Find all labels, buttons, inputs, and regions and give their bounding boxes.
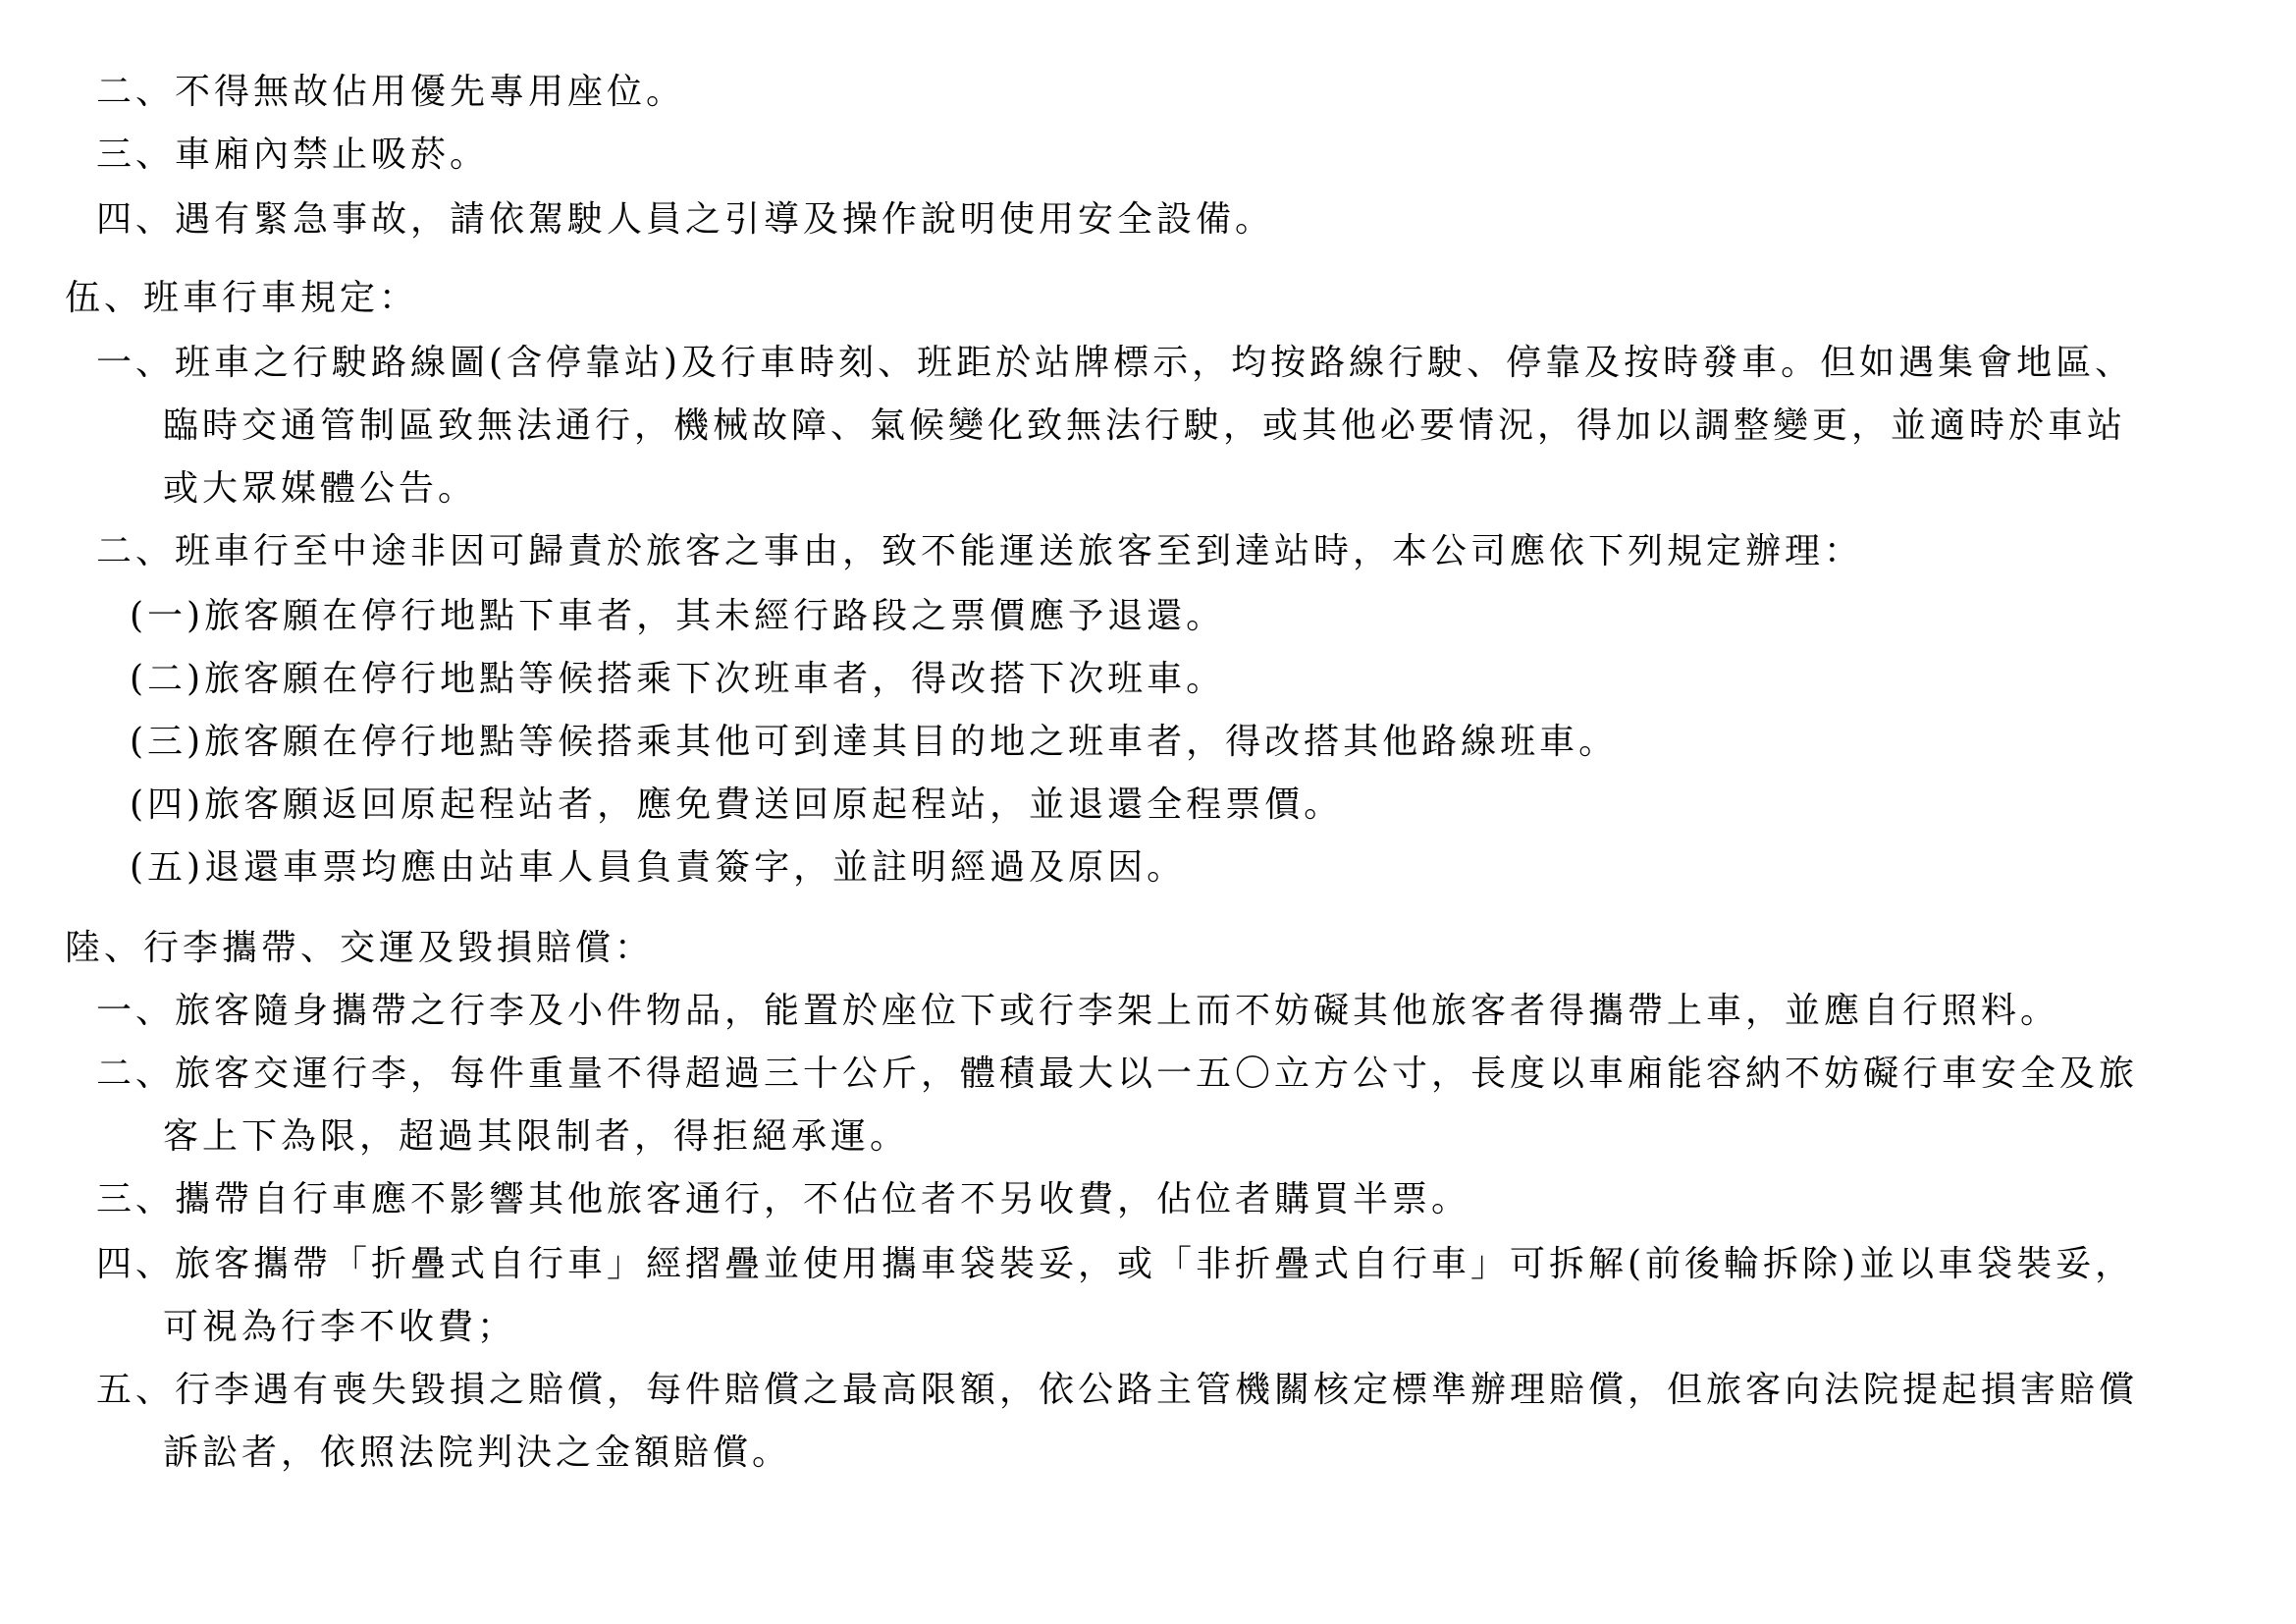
sub-item-1: (一)旅客願在停行地點下車者，其未經行路段之票價應予退還。 [130,596,1226,636]
section-lu-item-4-line-2: 可視為行李不收費； [163,1307,517,1347]
section-lu-item-4-line-1: 四、旅客攜帶「折疊式自行車」經摺疊並使用攜車袋裝妥，或「非折疊式自行車」可拆解(前後輪拆除)並以車袋裝妥， [96,1244,2135,1284]
sub-item-2: (二)旅客願在停行地點等候搭乘下次班車者，得改搭下次班車。 [130,659,1226,699]
sub-item-5: (五)退還車票均應由站車人員負責簽字，並註明經過及原因。 [130,847,1187,888]
sub-item-4: (四)旅客願返回原起程站者，應免費送回原起程站，並退還全程票價。 [130,785,1344,825]
section-wu-item-1-line-1: 一、班車之行駛路線圖(含停靠站)及行車時刻、班距於站牌標示，均按路線行駛、停靠及按時發車。但如遇集會地區、 [96,343,2135,383]
section-lu-item-1: 一、旅客隨身攜帶之行李及小件物品，能置於座位下或行李架上而不妨礙其他旅客者得攜帶上車，並應自行照料。 [96,991,2060,1031]
section-wu-item-1-line-3: 或大眾媒體公告。 [163,468,478,509]
section-lu-item-5-line-2: 訴訟者，依照法院判決之金額賠償。 [163,1433,792,1473]
section-heading-wu: 伍、班車行車規定： [65,278,419,318]
section-lu-item-2-line-1: 二、旅客交運行李，每件重量不得超過三十公斤，體積最大以一五〇立方公寸，長度以車廂能容納不妨礙行車安全及旅 [96,1054,2139,1094]
rule-item-4: 四、遇有緊急事故，請依駕駛人員之引導及操作說明使用安全設備。 [96,199,1275,240]
section-lu-item-5-line-1: 五、行李遇有喪失毀損之賠償，每件賠償之最高限額，依公路主管機關核定標準辦理賠償，但旅客向法院提起損害賠償 [96,1370,2139,1410]
section-wu-item-1-line-2: 臨時交通管制區致無法通行，機械故障、氣候變化致無法行駛，或其他必要情況，得加以調整變更，並適時於車站 [163,406,2127,446]
rule-item-3: 三、車廂內禁止吸菸。 [96,135,490,175]
section-wu-item-2: 二、班車行至中途非因可歸責於旅客之事由，致不能運送旅客至到達站時，本公司應依下列規定辦理： [96,531,1864,571]
section-lu-item-3: 三、攜帶自行車應不影響其他旅客通行，不佔位者不另收費，佔位者購買半票。 [96,1179,1471,1219]
rule-item-2: 二、不得無故佔用優先專用座位。 [96,72,686,112]
section-heading-lu: 陸、行李攜帶、交運及毀損賠償： [65,928,655,968]
sub-item-3: (三)旅客願在停行地點等候搭乘其他可到達其目的地之班車者，得改搭其他路線班車。 [130,722,1619,762]
section-lu-item-2-line-2: 客上下為限，超過其限制者，得拒絕承運。 [163,1116,910,1157]
